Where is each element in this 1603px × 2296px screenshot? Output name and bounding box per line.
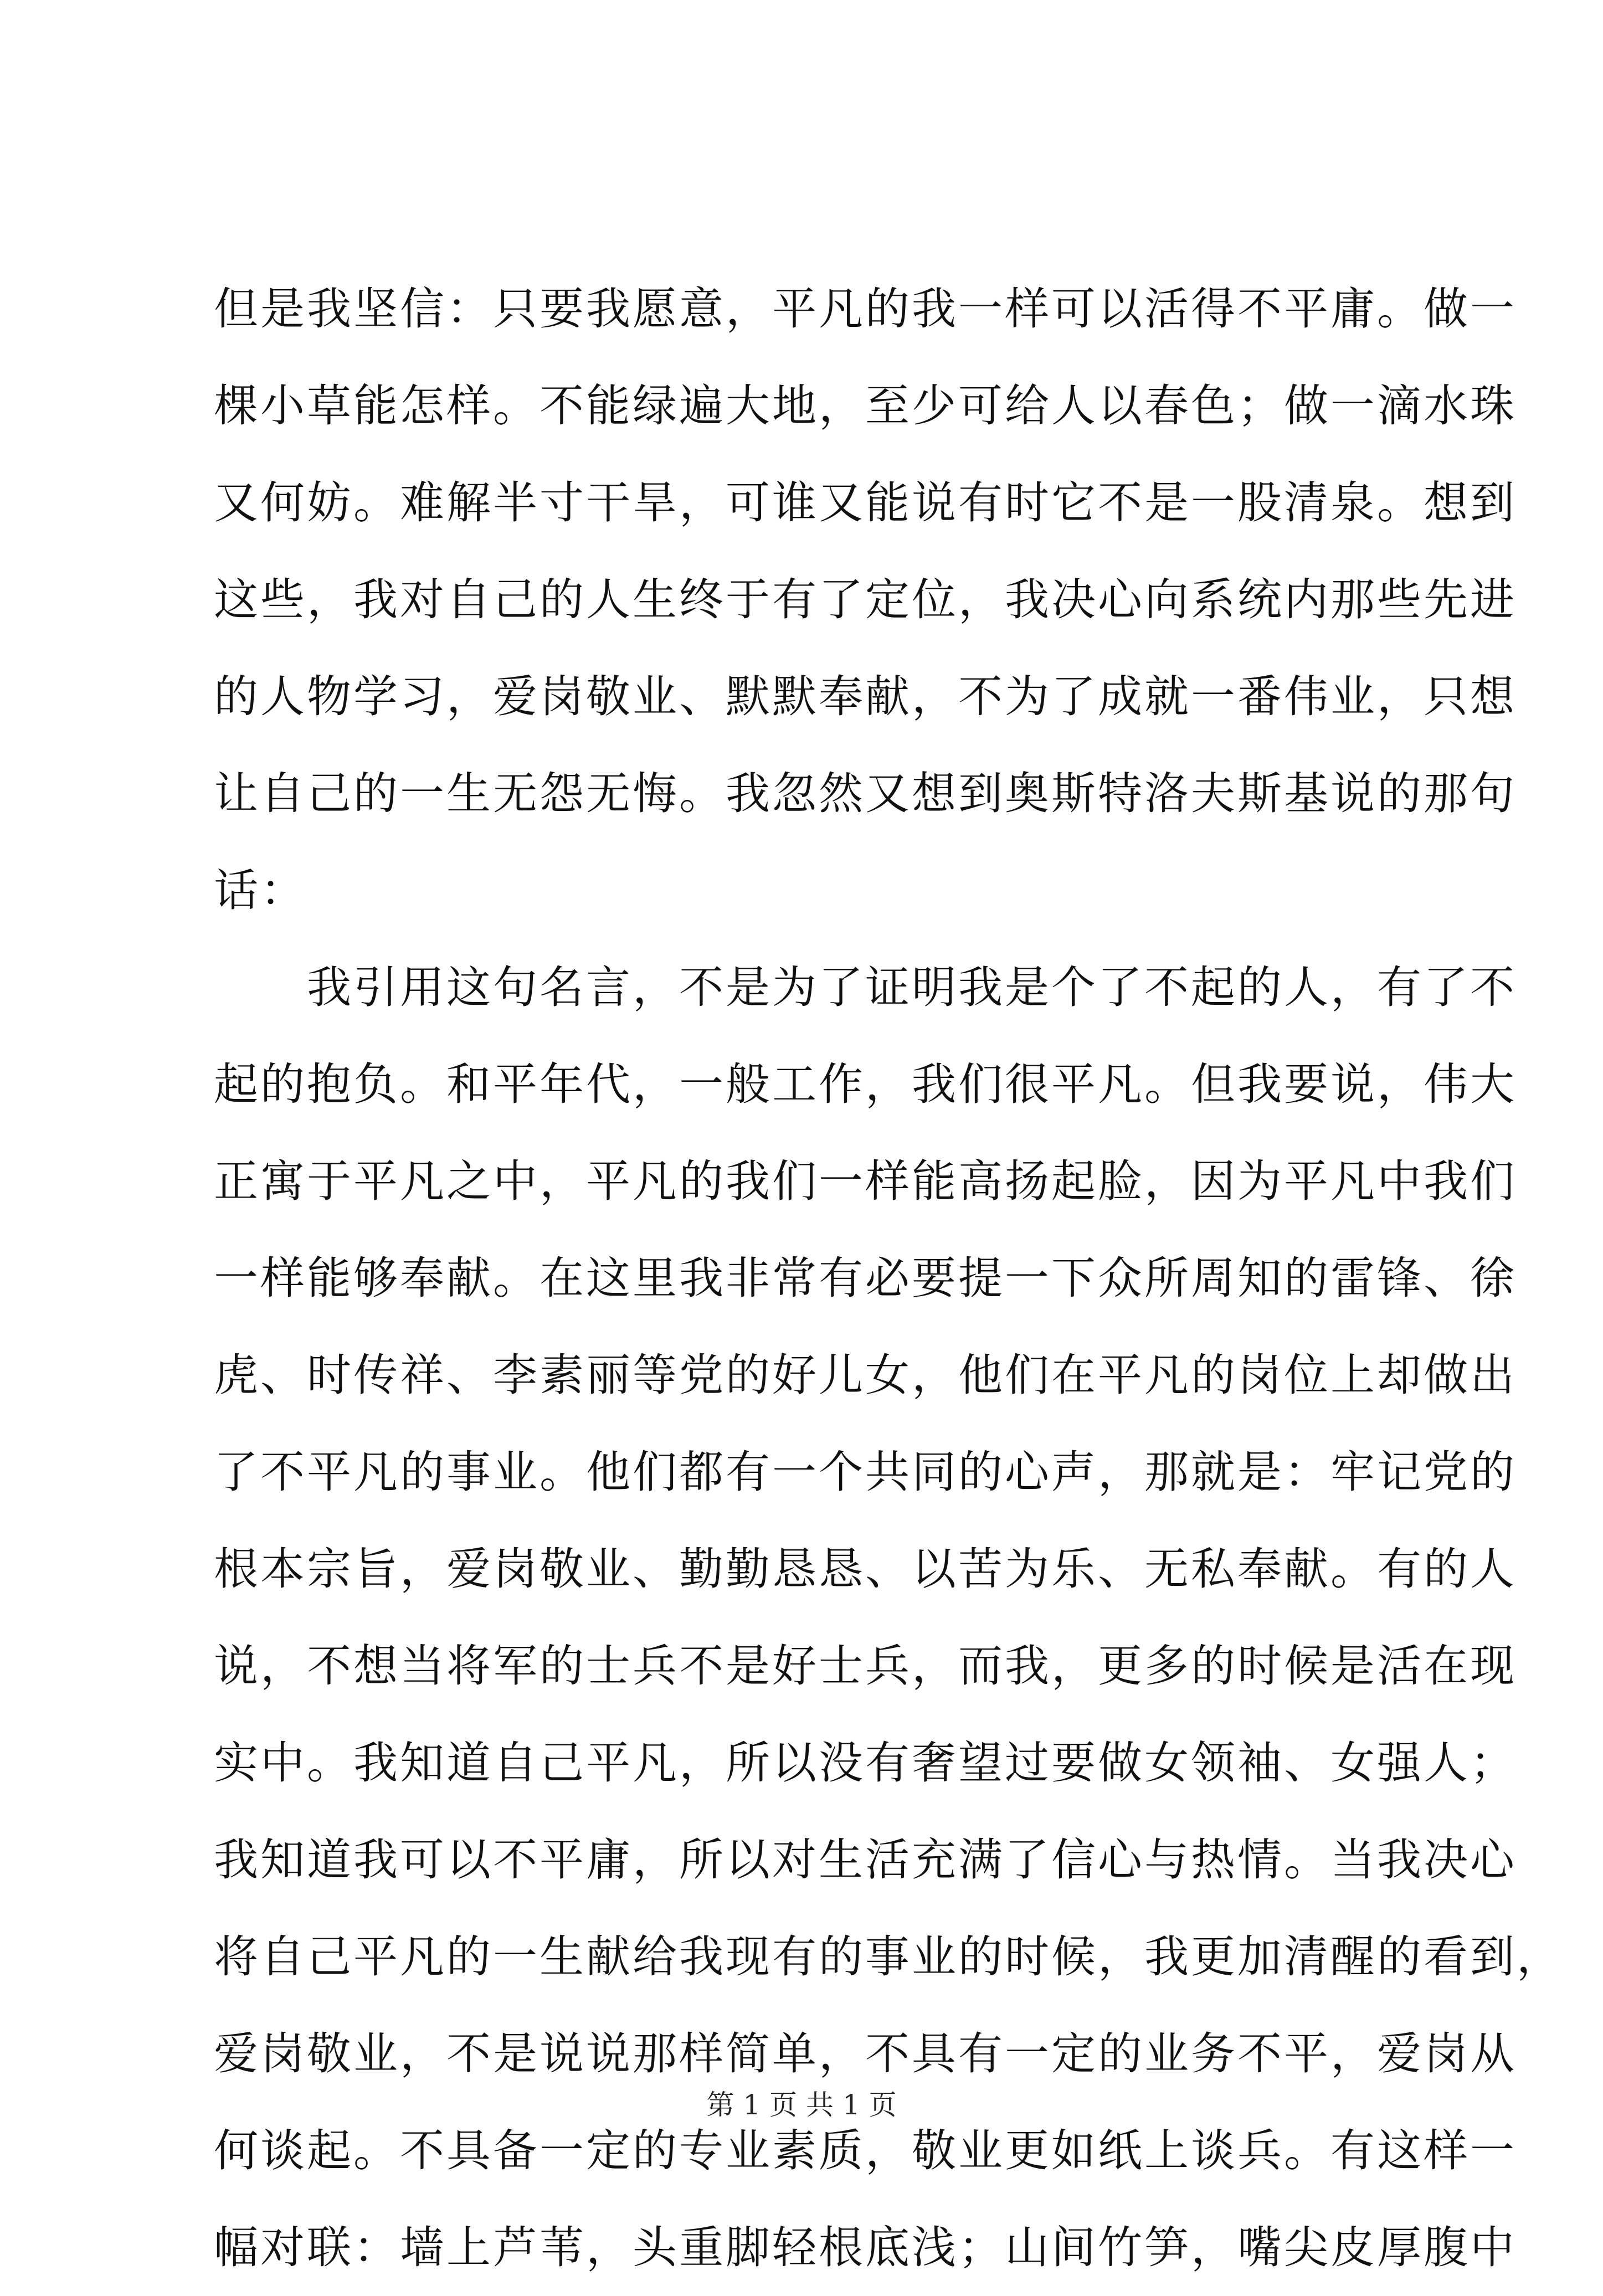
- text-line: 起的抱负。和平年代，一般工作，我们很平凡。但我要说，伟大: [214, 1059, 1517, 1110]
- text-line: 棵小草能怎样。不能绿遍大地，至少可给人以春色；做一滴水珠: [214, 380, 1517, 432]
- body-text: [214, 260, 1563, 2296]
- text-line: 一样能够奉献。在这里我非常有必要提一下众所周知的雷锋、徐: [214, 1252, 1517, 1304]
- text-line: 让自己的一生无怨无悔。我忽然又想到奥斯特洛夫斯基说的那句: [214, 768, 1517, 819]
- paragraph-1: [214, 260, 1517, 939]
- text-line: 了不平凡的事业。他们都有一个共同的心声，那就是：牢记党的: [214, 1446, 1517, 1498]
- text-line: 但是我坚信：只要我愿意，平凡的我一样可以活得不平庸。做一: [214, 283, 1517, 335]
- text-line: 又何妨。难解半寸干旱，可谁又能说有时它不是一股清泉。想到: [214, 477, 1517, 528]
- text-line: 这些，我对自己的人生终于有了定位，我决心向系统内那些先进: [214, 574, 1517, 625]
- text-line: 我引用这句名言，不是为了证明我是个了不起的人，有了不: [307, 962, 1517, 1013]
- text-line: 话：: [214, 865, 307, 916]
- text-line: 正寓于平凡之中，平凡的我们一样能高扬起脸，因为平凡中我们: [214, 1155, 1517, 1207]
- page-footer: 第 1 页 共 1 页: [706, 2089, 897, 2121]
- text-line: 幅对联：墙上芦苇，头重脚轻根底浅；山间竹笋，嘴尖皮厚腹中: [214, 2222, 1517, 2273]
- text-line: 我知道我可以不平庸，所以对生活充满了信心与热情。当我决心: [214, 1834, 1517, 1886]
- text-line: 虎、时传祥、李素丽等党的好儿女，他们在平凡的岗位上却做出: [214, 1349, 1517, 1401]
- text-line: 何谈起。不具备一定的专业素质，敬业更如纸上谈兵。有这样一: [214, 2125, 1517, 2176]
- text-line: 说，不想当将军的士兵不是好士兵，而我，更多的时候是活在现: [214, 1640, 1517, 1692]
- text-line: 的人物学习，爱岗敬业、默默奉献，不为了成就一番伟业，只想: [214, 671, 1517, 722]
- text-line: 实中。我知道自己平凡，所以没有奢望过要做女领袖、女强人；: [214, 1737, 1517, 1789]
- text-line: 爱岗敬业，不是说说那样简单，不具有一定的业务不平，爱岗从: [214, 2028, 1517, 2079]
- text-line: 根本宗旨，爱岗敬业、勤勤恳恳、以苦为乐、无私奉献。有的人: [214, 1543, 1517, 1595]
- text-line: 将自己平凡的一生献给我现有的事业的时候，我更加清醒的看到，: [214, 1931, 1563, 1982]
